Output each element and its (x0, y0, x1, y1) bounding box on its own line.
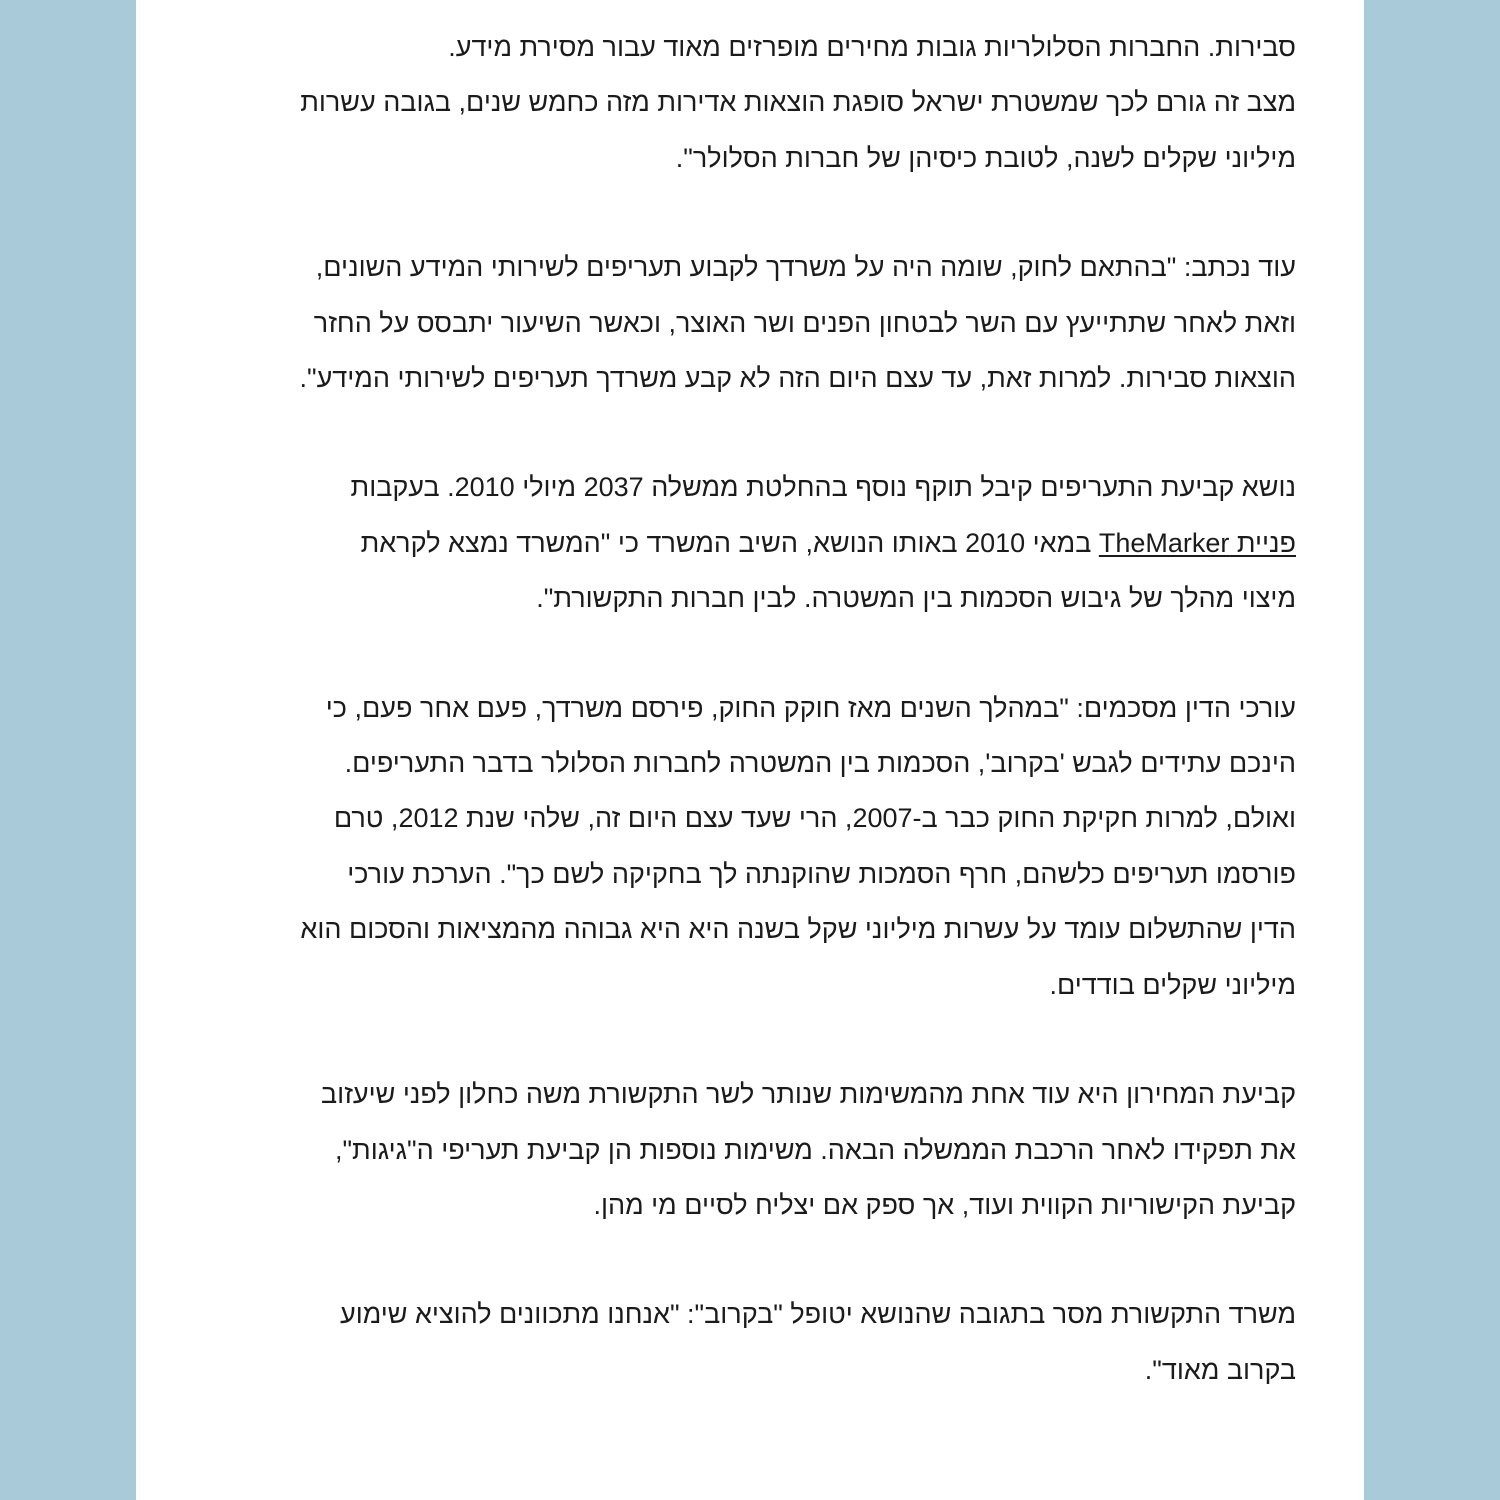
text-line-with-link (186, 516, 1296, 571)
paragraph-6 (186, 1287, 1296, 1398)
paragraph-3 (186, 460, 1296, 626)
text-line: הדין שהתשלום עומד על עשרות מיליוני שקל בשנה היא היא גבוהה מהמציאות והסכום הוא (300, 914, 1296, 945)
text-line: עוד נכתב: "בהתאם לחוק, שומה היה על משרדך לקבוע תעריפים לשירותי המידע השונים, (315, 252, 1296, 283)
paragraph-2 (186, 240, 1296, 406)
text-line: מיצוי מהלך של גיבוש הסכמות בין המשטרה. לבין חברות התקשורת". (536, 583, 1296, 614)
text-line: קביעת הקישוריות הקווית ועוד, אך ספק אם יצליח לסיים מי מהן. (593, 1189, 1296, 1220)
text-line: עורכי הדין מסכמים: "במהלך השנים מאז חוקק החוק, פירסם משרדך, פעם אחר פעם, כי (325, 692, 1296, 723)
text-line: סבירות. החברות הסלולריות גובות מחירים מופרזים מאוד עבור מסירת מידע. (448, 32, 1296, 62)
text-line: מצב זה גורם לכך שמשטרת ישראל סופגת הוצאות אדירות מזה כחמש שנים, בגובה עשרות (300, 87, 1296, 118)
link-line-rest: במאי 2010 באותו הנושא, השיב המשרד כי "המשרד נמצא לקראת (360, 527, 1099, 558)
text-line: הוצאות סבירות. למרות זאת, עד עצם היום הזה לא קבע משרדך תעריפים לשירותי המידע". (299, 363, 1296, 394)
text-line: נושא קביעת התעריפים קיבל תוקף נוסף בהחלטת ממשלה 2037 מיולי 2010. בעקבות (350, 472, 1296, 503)
document-page (136, 0, 1364, 1500)
text-line: את תפקידו לאחר הרכבת הממשלה הבאה. משימות נוספות הן קביעת תעריפי ה"גיגות", (334, 1134, 1296, 1165)
themarker-inquiry-link[interactable]: פניית TheMarker (1098, 527, 1296, 558)
text-line: ואולם, למרות חקיקת החוק כבר ב-2007, הרי שעד עצם היום זה, שלהי שנת 2012, טרם (333, 803, 1296, 834)
text-line: פורסמו תעריפים כלשהם, חרף הסמכות שהוקנתה לך בחקיקה לשם כך". הערכת עורכי (347, 858, 1296, 889)
text-line: מיליוני שקלים בודדים. (1049, 969, 1296, 1000)
text-line: וזאת לאחר שתתייעץ עם השר לבטחון הפנים ושר האוצר, וכאשר השיעור יתבסס על החזר (313, 307, 1296, 338)
text-line: הינכם עתידים לגבש 'בקרוב', הסכמות בין המשטרה לחברות הסלולר בדבר התעריפים. (344, 748, 1296, 779)
article-body (186, 20, 1296, 1452)
text-line: מיליוני שקלים לשנה, לטובת כיסיהן של חברות הסלולר". (675, 142, 1296, 173)
paragraph-1 (186, 20, 1296, 186)
paragraph-4 (186, 681, 1296, 1013)
text-line: קביעת המחירון היא עוד אחת מהמשימות שנותר לשר התקשורת משה כחלון לפני שיעזוב (321, 1079, 1296, 1110)
text-line: משרד התקשורת מסר בתגובה שהנושא יטופל "בקרוב": "אנחנו מתכוונים להוציא שימוע (339, 1299, 1296, 1330)
paragraph-5 (186, 1067, 1296, 1233)
text-line: בקרוב מאוד". (1144, 1354, 1296, 1385)
